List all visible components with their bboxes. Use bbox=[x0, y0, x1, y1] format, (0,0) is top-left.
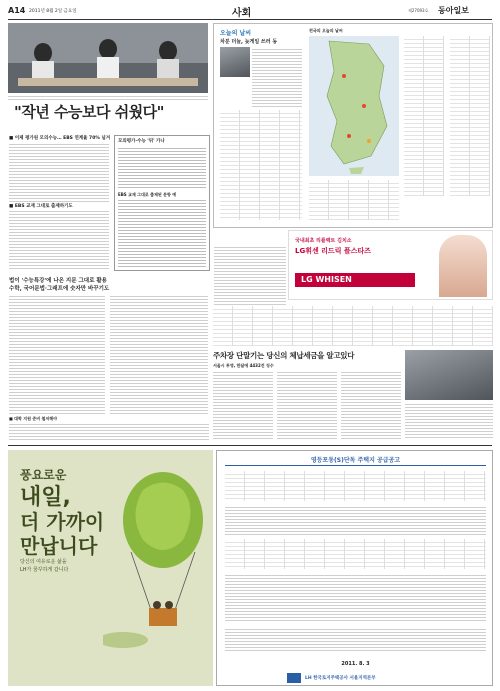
second-article-subhead: ■ 대학 지원 준비 철저해야 bbox=[9, 416, 57, 421]
lead-sidebar bbox=[114, 135, 210, 271]
parking-photo-caption bbox=[405, 402, 493, 440]
rental-text-2 bbox=[225, 573, 486, 623]
lead-body-2 bbox=[9, 209, 109, 269]
lh-poster-ad bbox=[8, 450, 213, 686]
weather-table bbox=[220, 110, 302, 220]
second-article-title-2: 수학, 국어문법·그래프에 숫자만 바꾸기도 bbox=[9, 286, 110, 292]
lead-headline: "작년 수능보다 쉬웠다" bbox=[14, 103, 164, 121]
parking-body-2 bbox=[277, 370, 337, 440]
parking-photo bbox=[405, 350, 493, 400]
weather-logo: 오늘의 날씨 bbox=[220, 30, 252, 37]
lg-whisen-ad bbox=[288, 230, 493, 300]
rental-text-3 bbox=[225, 627, 486, 653]
lead-body-1 bbox=[9, 142, 109, 202]
parking-body-1 bbox=[213, 370, 273, 440]
rental-table-2 bbox=[225, 539, 486, 569]
sidebar-title: 모의평가·수능 '뒤' 가나 bbox=[118, 139, 165, 144]
rental-table-1 bbox=[225, 471, 486, 501]
whisen-model-photo bbox=[439, 235, 487, 297]
paper-logo: 동아일보 bbox=[438, 5, 469, 15]
second-article-body-1 bbox=[9, 294, 105, 414]
second-article-title: 법이 '수능특강'에 나온 지문 그대로 활용 bbox=[9, 278, 107, 284]
lede-line-2: ■ EBS 교재 그대로 출제하기도 bbox=[9, 204, 73, 209]
masthead bbox=[0, 0, 500, 20]
poster-sub-1: 당신의 여유로운 삶을 bbox=[20, 559, 67, 565]
date-line: 2011년 8월 2일 금요일 bbox=[29, 9, 77, 14]
weather-text bbox=[252, 47, 302, 107]
students-illustration bbox=[8, 23, 208, 93]
weather-photo bbox=[220, 47, 250, 77]
lh-logo bbox=[287, 673, 301, 683]
lede-line-1: ■ 이제 평가원 모의수능… EBS 연계율 70% 넘겨 bbox=[9, 136, 111, 141]
poster-line-4: 만납니다 bbox=[20, 534, 98, 558]
page-number: A14 bbox=[8, 6, 26, 15]
rental-date: 2011. 8. 3 bbox=[341, 661, 370, 667]
exam-classroom-photo bbox=[8, 23, 208, 93]
second-article-body-2 bbox=[110, 294, 208, 414]
whisen-tagline: 국내최초 리플렉트 김치소 bbox=[295, 238, 352, 244]
weather-headline: 차분 더늘, 늦게일 쓰러 동 bbox=[220, 39, 278, 45]
middle-body-col bbox=[214, 245, 286, 305]
section-divider bbox=[8, 445, 492, 446]
sidebar-text-2 bbox=[118, 198, 206, 268]
poster-sub-2: LH가 꿈꾸하게 갑니다 bbox=[20, 567, 69, 573]
rental-notice-ad bbox=[216, 450, 493, 686]
weather-map-title: 전국의 오늘의 날씨 bbox=[309, 28, 343, 33]
rental-title-rule bbox=[225, 465, 486, 466]
rental-title: 영등포동(S)단독 주택지 공급공고 bbox=[310, 457, 401, 464]
poster-line-3: 더 가까이 bbox=[20, 510, 105, 534]
hot-air-balloon bbox=[103, 460, 213, 660]
issue-label: 제27093호 bbox=[408, 8, 429, 13]
korea-weather-map bbox=[309, 36, 399, 176]
lh-company: LH 한국토지주택공사 서울지역본부 bbox=[305, 676, 376, 681]
whisen-brand-bar bbox=[295, 273, 415, 287]
photo-caption bbox=[8, 94, 208, 101]
poster-line-1: 풍요로운 bbox=[20, 468, 67, 482]
rental-text-1 bbox=[225, 505, 486, 535]
whisen-brand: LG WHISEN bbox=[301, 275, 352, 284]
parking-subhead: 서울시 투영, 한달에 4432건 징수 bbox=[213, 363, 274, 368]
sidebar-text-1 bbox=[118, 146, 206, 190]
whisen-headline: LG휘센 리드릭 플스타즈 bbox=[295, 247, 371, 255]
weather-box bbox=[213, 23, 493, 228]
parking-headline: 주차장 단말기는 당신의 체납세금을 알고있다 bbox=[213, 351, 355, 360]
weather-forecast-table bbox=[404, 36, 444, 196]
poster-line-2: 내일, bbox=[20, 485, 71, 510]
stats-table bbox=[213, 306, 493, 346]
parking-body-3 bbox=[341, 370, 401, 440]
masthead-rule bbox=[8, 19, 492, 20]
weather-bottom-table bbox=[309, 180, 399, 220]
second-article-body-3 bbox=[9, 422, 209, 442]
weather-side-table bbox=[450, 36, 490, 196]
section-name: 사회 bbox=[232, 8, 252, 19]
sidebar-subhead: EBS 교재 그대로 출제된 문항 예 bbox=[118, 192, 177, 197]
